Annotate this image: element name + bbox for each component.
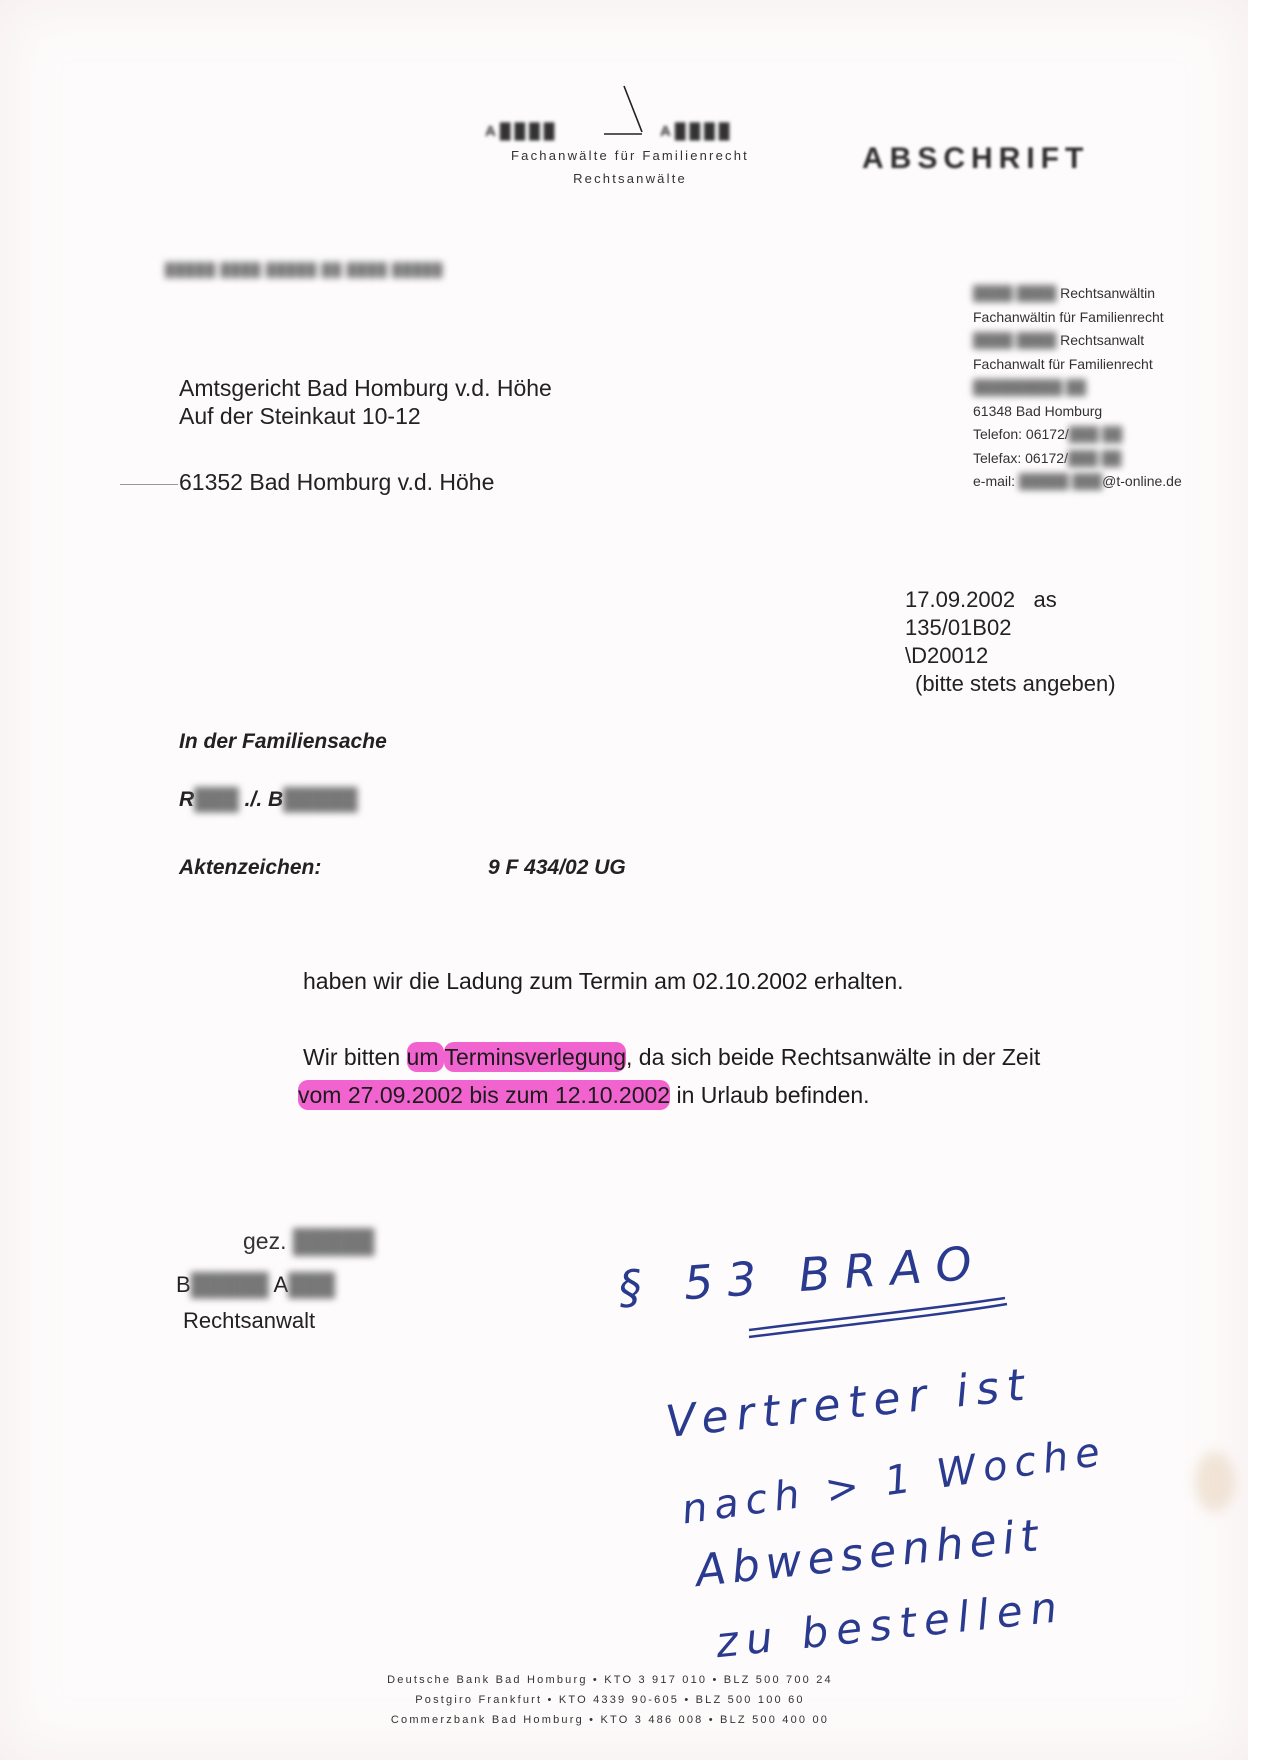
sender-fax: Telefax: 06172/ [973,449,1068,466]
reference-number-2: \D20012 [905,643,989,668]
footer-bank-2: Postgiro Frankfurt • KTO 4339 90-605 • BLZ 500 100 60 [415,1694,805,1706]
sender-email-domain: @t-online.de [1102,473,1182,489]
signature-last-initial: A [268,1272,289,1297]
footer-bank-3: Commerzbank Bad Homburg • KTO 3 486 008 • BLZ 500 400 00 [390,1714,830,1726]
party-a-redacted: ███ [194,788,239,811]
handwritten-note-1: § 53 BRAO [616,1235,988,1315]
sender-name-2: ████ ████ [973,332,1057,348]
signature-gez-label: gez. [243,1228,287,1254]
fold-mark [120,484,178,485]
file-number: 9 F 434/02 UG [488,856,626,879]
signature-gez-redacted: █████ [292,1228,375,1254]
recipient-court: Amtsgericht Bad Homburg v.d. Höhe [179,375,552,401]
body-paragraph-1: haben wir die Ladung zum Termin am 02.10.2002 erhalten. [303,968,904,994]
sender-title-2: Rechtsanwalt [1060,332,1145,348]
copy-stamp: ABSCHRIFT [862,142,1090,175]
body-paragraph-2 [303,1044,1040,1071]
reference-number-1: 135/01B02 [905,615,1012,640]
signature-first-redacted: █████ [190,1272,269,1297]
letterhead-right-name: A████ [660,123,734,140]
party-separator: ./. B [244,788,284,811]
sender-name-1: ████ ████ [973,285,1057,301]
body-p3-end: in Urlaub befinden. [670,1082,870,1108]
return-address-line: █████ ████ █████ ██ ████ █████ [165,262,444,277]
sender-city: 61348 Bad Homburg [973,402,1103,419]
sender-title-1: Rechtsanwältin [1060,285,1156,301]
sender-specialty-1: Fachanwältin für Familienrecht [973,308,1164,325]
file-number-label: Aktenzeichen: [179,856,322,879]
highlight-dates: vom 27.09.2002 bis zum 12.10.2002 [298,1082,671,1108]
highlight-um: um [406,1044,445,1070]
letterhead-subtitle-2: Rechtsanwälte [573,171,687,186]
letterhead-subtitle-1: Fachanwälte für Familienrecht [511,148,749,163]
body-p2-start: Wir bitten [303,1044,407,1070]
recipient-block [179,374,552,496]
signature-gez [243,1228,374,1255]
paper-stain [1195,1452,1235,1512]
sender-phone-redacted: ███ ██ [1068,426,1123,442]
bank-footer [0,1674,1248,1726]
signature-last-redacted: ███ [288,1272,335,1297]
handwritten-note-3: nach > 1 Woche [678,1428,1110,1534]
party-a-initial: R [179,788,195,811]
case-parties [179,788,358,812]
handwritten-note-4: Abwesenheit [693,1509,1047,1598]
recipient-city: 61352 Bad Homburg v.d. Höhe [179,469,495,495]
sender-fax-redacted: ███ ██ [1067,449,1122,466]
sender-email-label: e-mail: [973,473,1016,489]
handwritten-note-2: Vertreter ist [663,1358,1035,1449]
reference-block [905,586,1116,698]
logo-mark-icon [598,82,658,142]
sender-email-redacted: █████ ███ [1018,473,1103,489]
party-b-redacted: █████ [283,788,358,811]
handwritten-underline [745,1290,1015,1340]
body-p2-end: , da sich beide Rechtsanwälte in der Zeit [626,1044,1041,1070]
body-paragraph-3 [298,1082,870,1109]
signature-initial: B [176,1272,191,1297]
letter-date: 17.09.2002 [905,587,1016,612]
sender-phone: Telefon: 06172/ [973,426,1069,442]
letterhead-left-name: A████ [485,123,559,140]
highlight-terminsverlegung: Terminsverlegung [444,1044,626,1070]
recipient-street: Auf der Steinkaut 10-12 [179,403,421,429]
reference-note: (bitte stets angeben) [915,671,1116,696]
sender-block [973,282,1238,494]
sender-street: █████████ ██ [973,379,1086,395]
signature-role: Rechtsanwalt [183,1308,316,1333]
case-title: In der Familiensache [179,730,387,753]
handwritten-note-5: zu bestellen [713,1581,1068,1668]
footer-bank-1: Deutsche Bank Bad Homburg • KTO 3 917 010 • BLZ 500 700 24 [387,1674,833,1686]
signature-name [176,1272,335,1298]
sender-specialty-2: Fachanwalt für Familienrecht [973,355,1153,372]
letterhead [480,118,780,186]
letter-initials: as [1033,587,1057,612]
